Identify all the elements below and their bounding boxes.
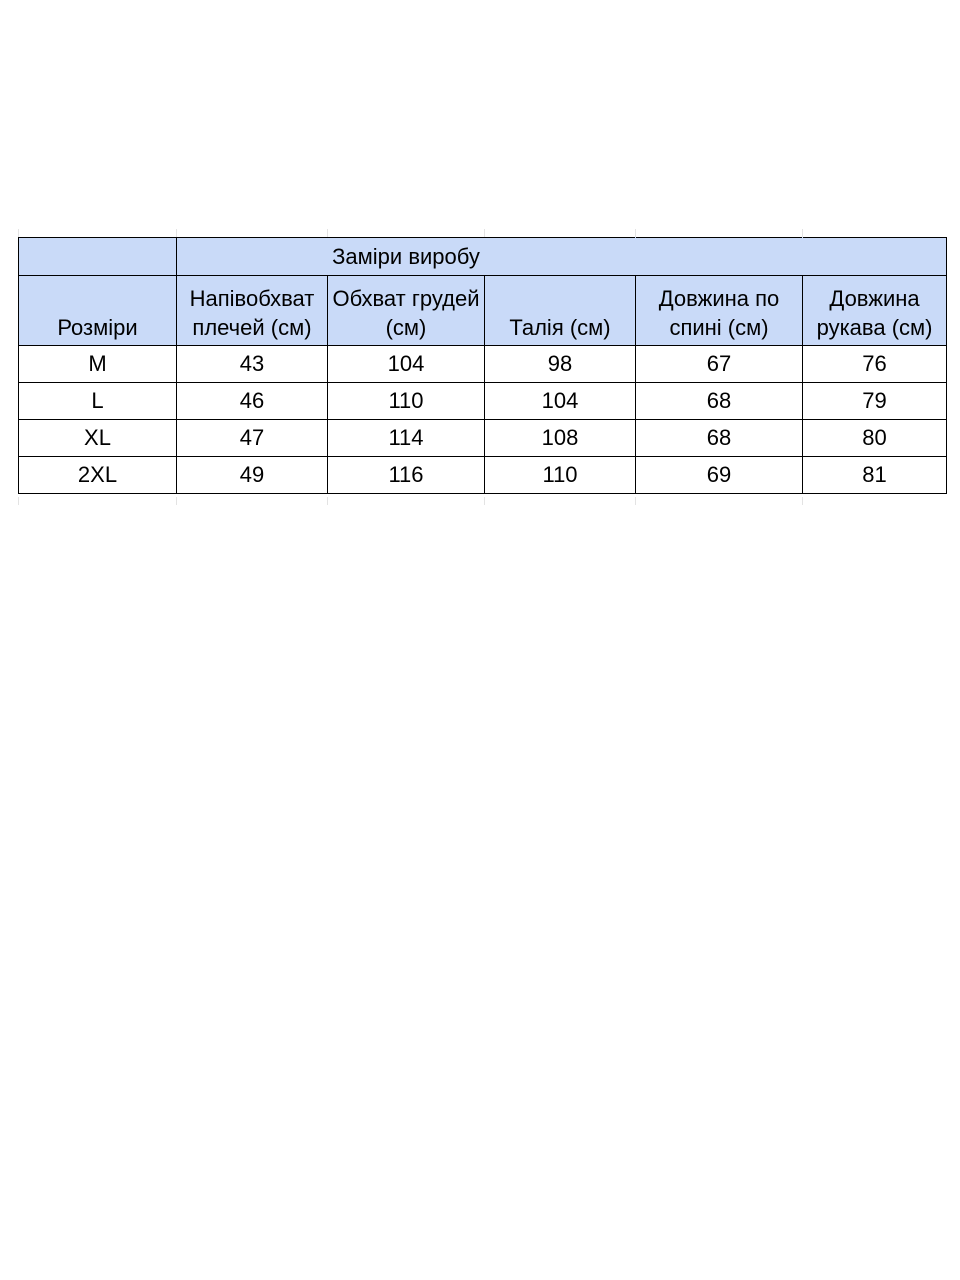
title-row-empty-cell (803, 238, 947, 276)
cell-value: 76 (803, 346, 947, 383)
cell-value: 104 (485, 383, 636, 420)
cell-value: 98 (485, 346, 636, 383)
gridline-bottom (327, 497, 328, 505)
table-row (19, 457, 947, 494)
gridline-bottom (176, 497, 177, 505)
gridline-bottom (635, 497, 636, 505)
cell-size: 2XL (19, 457, 177, 494)
cell-value: 108 (485, 420, 636, 457)
cell-value: 116 (328, 457, 485, 494)
header-back-length: Довжина по спині (см) (636, 276, 803, 346)
header-sleeve-length: Довжина рукава (см) (803, 276, 947, 346)
size-table-sheet (18, 237, 946, 494)
cell-value: 49 (177, 457, 328, 494)
gridline-bottom (802, 497, 803, 505)
title-row-empty-cell (19, 238, 177, 276)
title-row-empty-cell (636, 238, 803, 276)
cell-value: 110 (328, 383, 485, 420)
table-title-row (19, 238, 947, 276)
cell-value: 68 (636, 420, 803, 457)
header-half-shoulders: Напівобхват плечей (см) (177, 276, 328, 346)
gridline-top-left (18, 229, 19, 237)
cell-value: 79 (803, 383, 947, 420)
cell-value: 81 (803, 457, 947, 494)
cell-value: 43 (177, 346, 328, 383)
table-header-row (19, 276, 947, 346)
cell-value: 69 (636, 457, 803, 494)
cell-value: 114 (328, 420, 485, 457)
cell-size: XL (19, 420, 177, 457)
table-row (19, 383, 947, 420)
cell-value: 46 (177, 383, 328, 420)
table-row (19, 346, 947, 383)
cell-value: 104 (328, 346, 485, 383)
gridline-top (484, 229, 485, 237)
cell-size: M (19, 346, 177, 383)
size-table (18, 237, 947, 494)
cell-value: 67 (636, 346, 803, 383)
cell-value: 110 (485, 457, 636, 494)
gridline-top (635, 229, 636, 237)
table-title: Заміри виробу (177, 238, 636, 276)
gridline-top (327, 229, 328, 237)
cell-size: L (19, 383, 177, 420)
table-row (19, 420, 947, 457)
header-chest: Обхват грудей (см) (328, 276, 485, 346)
gridline-bottom (484, 497, 485, 505)
gridline-top (176, 229, 177, 237)
gridline-bottom (18, 497, 19, 505)
header-waist: Талія (см) (485, 276, 636, 346)
header-sizes: Розміри (19, 276, 177, 346)
cell-value: 47 (177, 420, 328, 457)
cell-value: 80 (803, 420, 947, 457)
cell-value: 68 (636, 383, 803, 420)
gridline-top (802, 229, 803, 237)
